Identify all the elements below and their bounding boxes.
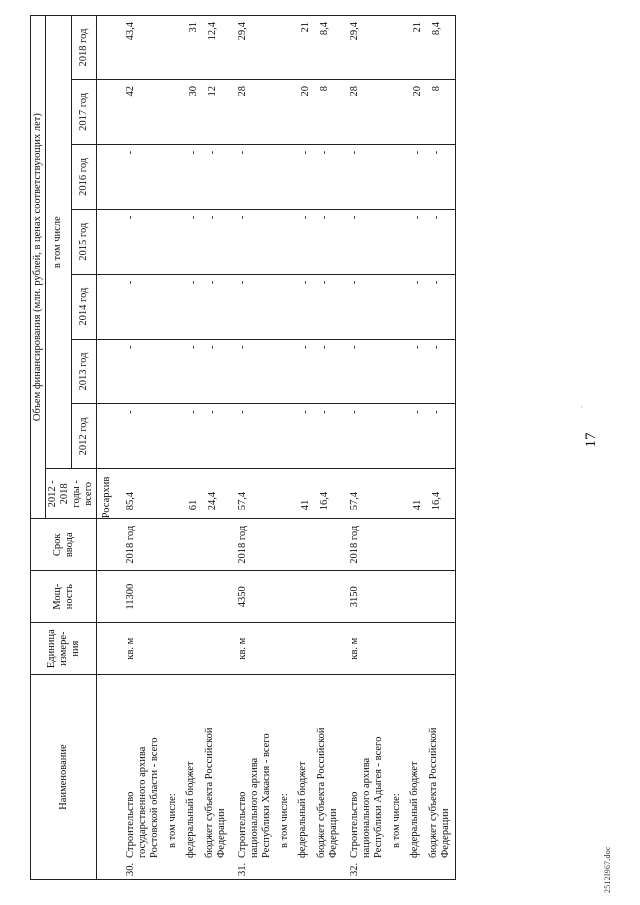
row-year-value: - (294, 404, 313, 469)
row-year-value: - (425, 404, 456, 469)
row-year-value (388, 79, 406, 144)
financing-table (30, 15, 456, 880)
row-capacity (313, 571, 343, 623)
row-total: 57,4 (343, 469, 388, 519)
row-name-cell (294, 675, 313, 880)
row-year-value: - (406, 274, 425, 339)
row-term: 2018 год (343, 519, 388, 571)
row-name: федеральный бюджет (185, 761, 196, 858)
row-year-value: 30 (182, 79, 201, 144)
row-year-value (164, 404, 182, 469)
row-year-value: 29,4 (231, 16, 276, 80)
row-year-value: - (313, 404, 343, 469)
row-year-value: - (119, 404, 164, 469)
row-unit (201, 623, 231, 675)
row-year-value (388, 274, 406, 339)
row-term (425, 519, 456, 571)
row-capacity (388, 571, 406, 623)
row-name: федеральный бюджет (297, 761, 308, 858)
row-year-value: 42 (119, 79, 164, 144)
row-name-cell (164, 675, 182, 880)
table-row (182, 16, 201, 880)
row-year-value: - (119, 209, 164, 274)
row-year-value (276, 144, 294, 209)
row-year-value: - (425, 144, 456, 209)
row-year-value (164, 144, 182, 209)
row-year-value: - (182, 404, 201, 469)
header-year: 2014 год (71, 274, 97, 339)
row-year-value: 20 (294, 79, 313, 144)
row-year-value: - (182, 339, 201, 404)
row-capacity (276, 571, 294, 623)
header-year: 2017 год (71, 79, 97, 144)
row-name: бюджет субъекта Российской Федерации (204, 727, 227, 858)
row-total: 61 (182, 469, 201, 519)
row-year-value: - (294, 339, 313, 404)
row-year-value: 21 (406, 16, 425, 80)
row-year-value: 21 (294, 16, 313, 80)
header-name: Наименование (31, 675, 97, 880)
table-row (231, 16, 276, 880)
row-name-cell (425, 675, 456, 880)
row-year-value: - (343, 404, 388, 469)
row-year-value (388, 404, 406, 469)
row-year-value (276, 79, 294, 144)
row-total: 16,4 (425, 469, 456, 519)
row-year-value (164, 274, 182, 339)
row-year-value (388, 16, 406, 80)
table-row (425, 16, 456, 880)
row-capacity: 11300 (119, 571, 164, 623)
row-term: 2018 год (119, 519, 164, 571)
row-name: федеральный бюджет (409, 761, 420, 858)
row-year-value: - (231, 209, 276, 274)
row-year-value: - (406, 339, 425, 404)
row-year-value (276, 274, 294, 339)
row-year-value: - (406, 144, 425, 209)
row-name-cell (231, 675, 276, 880)
row-name: в том числе: (167, 793, 178, 848)
row-year-value: - (201, 144, 231, 209)
row-year-value: - (425, 209, 456, 274)
row-capacity (201, 571, 231, 623)
row-year-value: - (343, 274, 388, 339)
row-total (276, 469, 294, 519)
row-name-cell (343, 675, 388, 880)
row-year-value: - (294, 144, 313, 209)
row-year-value: 8,4 (313, 16, 343, 80)
header-year: 2018 год (71, 16, 97, 80)
row-term (182, 519, 201, 571)
row-total: 57,4 (231, 469, 276, 519)
row-unit (425, 623, 456, 675)
row-year-value (388, 209, 406, 274)
row-year-value: 8 (313, 79, 343, 144)
row-number: 32. (349, 862, 360, 876)
section-title: Росархив (97, 469, 120, 519)
table-row (276, 16, 294, 880)
row-total (164, 469, 182, 519)
row-year-value: - (313, 209, 343, 274)
row-unit (313, 623, 343, 675)
row-capacity (294, 571, 313, 623)
row-year-value: - (343, 209, 388, 274)
rotated-page (0, 10, 640, 895)
header-capacity: Мощ-ность (31, 571, 97, 623)
row-year-value: 20 (406, 79, 425, 144)
row-name: бюджет субъекта Российской Федерации (316, 727, 339, 858)
row-term: 2018 год (231, 519, 276, 571)
row-capacity: 3150 (343, 571, 388, 623)
row-name-cell (201, 675, 231, 880)
row-year-value: 28 (231, 79, 276, 144)
row-year-value: - (313, 144, 343, 209)
row-term (313, 519, 343, 571)
row-year-value (388, 144, 406, 209)
row-year-value: - (343, 339, 388, 404)
row-year-value: - (182, 274, 201, 339)
table-row (406, 16, 425, 880)
row-capacity (425, 571, 456, 623)
row-year-value: - (425, 339, 456, 404)
header-year: 2012 год (71, 404, 97, 469)
scan-dot: . (575, 406, 584, 408)
row-name: бюджет субъекта Российской Федерации (428, 727, 451, 858)
row-year-value: - (231, 404, 276, 469)
header-financing: Объем финансирования (млн. рублей, в ценах соответствующих лет) (31, 16, 46, 519)
row-term (294, 519, 313, 571)
row-number: 31. (237, 862, 248, 876)
row-year-value (164, 339, 182, 404)
row-name: в том числе: (279, 793, 290, 848)
header-including: в том числе (46, 16, 72, 469)
row-unit: кв. м (231, 623, 276, 675)
row-name: в том числе: (391, 793, 402, 848)
row-name: Строительство государственного архива Ростовской области - всего (125, 737, 160, 858)
row-year-value: - (201, 209, 231, 274)
row-year-value: - (231, 339, 276, 404)
row-capacity: 4350 (231, 571, 276, 623)
row-term (276, 519, 294, 571)
row-total: 24,4 (201, 469, 231, 519)
row-name-cell (406, 675, 425, 880)
row-capacity (164, 571, 182, 623)
row-term (164, 519, 182, 571)
row-total (388, 469, 406, 519)
table-row (201, 16, 231, 880)
row-total: 85,4 (119, 469, 164, 519)
row-total: 16,4 (313, 469, 343, 519)
row-year-value: 29,4 (343, 16, 388, 80)
row-year-value: 8 (425, 79, 456, 144)
row-capacity (182, 571, 201, 623)
row-term (201, 519, 231, 571)
table-row (313, 16, 343, 880)
row-year-value: - (201, 339, 231, 404)
row-name-cell (388, 675, 406, 880)
table-row (164, 16, 182, 880)
header-year: 2015 год (71, 209, 97, 274)
header-unit: Единица измере-ния (31, 623, 97, 675)
row-year-value: - (119, 144, 164, 209)
row-year-value: - (182, 144, 201, 209)
header-year: 2013 год (71, 339, 97, 404)
row-unit (276, 623, 294, 675)
table-row (119, 16, 164, 880)
row-year-value (164, 79, 182, 144)
row-year-value: - (406, 404, 425, 469)
row-term (388, 519, 406, 571)
row-unit (388, 623, 406, 675)
row-year-value: - (119, 339, 164, 404)
document-id: 2512I967.doc (603, 846, 612, 893)
row-total: 41 (406, 469, 425, 519)
row-year-value: - (406, 209, 425, 274)
row-total: 41 (294, 469, 313, 519)
row-year-value: - (313, 274, 343, 339)
row-name: Строительство национального архива Республики Хакасия - всего (237, 733, 272, 858)
row-year-value: - (425, 274, 456, 339)
row-year-value (276, 16, 294, 80)
row-year-value (164, 16, 182, 80)
row-year-value: - (119, 274, 164, 339)
row-year-value (164, 209, 182, 274)
header-total-period: 2012 - 2018 годы - всего (46, 469, 97, 519)
row-year-value: 28 (343, 79, 388, 144)
row-year-value (276, 404, 294, 469)
row-year-value: 43,4 (119, 16, 164, 80)
row-year-value: 12 (201, 79, 231, 144)
row-year-value: - (231, 274, 276, 339)
row-name-cell (276, 675, 294, 880)
row-unit: кв. м (343, 623, 388, 675)
row-year-value: - (313, 339, 343, 404)
row-year-value (388, 339, 406, 404)
row-unit: кв. м (119, 623, 164, 675)
row-unit (164, 623, 182, 675)
row-year-value: - (201, 274, 231, 339)
row-year-value: - (201, 404, 231, 469)
row-year-value (276, 339, 294, 404)
row-year-value: 31 (182, 16, 201, 80)
row-year-value: - (182, 209, 201, 274)
row-unit (406, 623, 425, 675)
table-row (294, 16, 313, 880)
header-term: Срок ввода (31, 519, 97, 571)
row-year-value: - (294, 274, 313, 339)
row-year-value: - (343, 144, 388, 209)
table-row (388, 16, 406, 880)
row-year-value: - (294, 209, 313, 274)
table-row (343, 16, 388, 880)
row-year-value: 12,4 (201, 16, 231, 80)
row-number: 30. (125, 862, 136, 876)
row-term (406, 519, 425, 571)
header-year: 2016 год (71, 144, 97, 209)
row-year-value (276, 209, 294, 274)
row-name-cell (119, 675, 164, 880)
row-unit (294, 623, 313, 675)
row-unit (182, 623, 201, 675)
row-name-cell (313, 675, 343, 880)
page-number: 17 (583, 432, 599, 448)
row-year-value: 8,4 (425, 16, 456, 80)
row-name: Строительство национального архива Республики Адыгея - всего (349, 736, 384, 858)
row-year-value: - (231, 144, 276, 209)
row-name-cell (182, 675, 201, 880)
row-capacity (406, 571, 425, 623)
